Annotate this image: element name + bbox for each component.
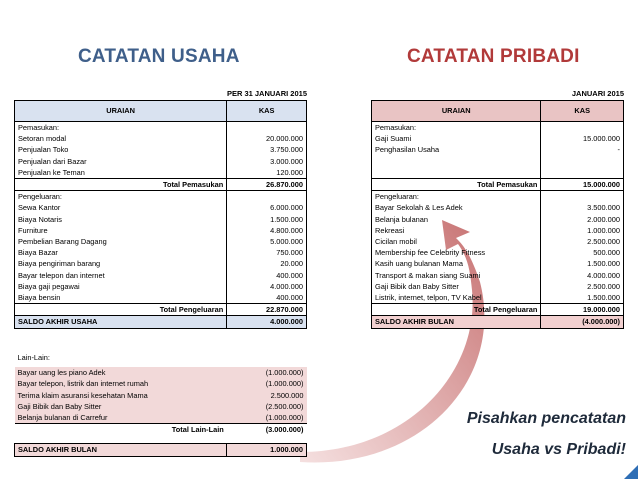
business-other-total-row: Total Lain-Lain (3.000.000) — [15, 424, 307, 436]
personal-income-heading: Pemasukan: — [372, 122, 541, 134]
table-row: Gaji Suami 15.000.000 — [372, 133, 624, 144]
personal-expense-heading: Pengeluaran: — [372, 191, 541, 203]
table-row: Belanja bulanan 2.000.000 — [372, 214, 624, 225]
business-income-total-row: Total Pemasukan 26.870.000 — [15, 179, 307, 191]
business-final-row: SALDO AKHIR BULAN 1.000.000 — [15, 444, 307, 456]
personal-table — [371, 100, 624, 329]
table-row: Kasih uang bulanan Mama 1.500.000 — [372, 258, 624, 269]
business-col-cash: KAS — [227, 101, 307, 122]
business-other-heading: Lain-Lain: — [17, 353, 50, 362]
table-row: Bayar Sekolah & Les Adek 3.500.000 — [372, 202, 624, 213]
tagline-line1: Pisahkan pencatatan — [466, 410, 626, 427]
personal-saldo-row: SALDO AKHIR BULAN (4.000.000) — [372, 316, 624, 328]
table-row: Gaji Bibik dan Baby Sitter (2.500.000) — [15, 401, 307, 412]
table-row: Transport & makan siang Suami 4.000.000 — [372, 270, 624, 281]
tagline-line2: Usaha vs Pribadi! — [491, 441, 626, 458]
business-title: CATATAN USAHA — [78, 46, 240, 67]
table-row: Penghasilan Usaha - — [372, 144, 624, 155]
table-row: Bayar uang les piano Adek (1.000.000) — [15, 367, 307, 378]
personal-col-cash: KAS — [541, 101, 624, 122]
table-row: Penjualan ke Teman 120.000 — [15, 167, 307, 179]
business-date: PER 31 JANUARI 2015 — [226, 89, 307, 98]
table-row: Cicilan mobil 2.500.000 — [372, 236, 624, 247]
table-row: Rekreasi 1.000.000 — [372, 225, 624, 236]
personal-col-item: URAIAN — [372, 101, 541, 122]
table-row: Bayar telepon, listrik dan internet rumah (1.000.000) — [15, 378, 307, 389]
business-other-table — [14, 352, 307, 457]
table-row: Membership fee Celebrity Fitness 500.000 — [372, 247, 624, 258]
business-saldo-row: SALDO AKHIR USAHA 4.000.000 — [15, 316, 307, 328]
personal-title: CATATAN PRIBADI — [407, 46, 580, 67]
business-expense-heading: Pengeluaran: — [15, 191, 227, 203]
table-row: Biaya bensin 400.000 — [15, 292, 307, 304]
table-row: Furniture 4.800.000 — [15, 225, 307, 236]
personal-income-total-row: Total Pemasukan 15.000.000 — [372, 179, 624, 191]
table-row: Biaya Bazar 750.000 — [15, 247, 307, 258]
table-row: Belanja bulanan di Carrefur (1.000.000) — [15, 412, 307, 424]
table-row: Biaya Notaris 1.500.000 — [15, 214, 307, 225]
business-income-heading: Pemasukan: — [15, 122, 227, 134]
table-row: Biaya gaji pegawai 4.000.000 — [15, 281, 307, 292]
business-table — [14, 100, 307, 329]
personal-date: JANUARI 2015 — [571, 89, 624, 98]
personal-expense-total-row: Total Pengeluaran 19.000.000 — [372, 304, 624, 316]
table-row: Penjualan Toko 3.750.000 — [15, 144, 307, 155]
table-row: Pembelian Barang Dagang 5.000.000 — [15, 236, 307, 247]
table-row: Terima klaim asuransi kesehatan Mama 2.500.000 — [15, 390, 307, 401]
corner-triangle-icon — [624, 465, 638, 479]
table-row: Sewa Kantor 6.000.000 — [15, 202, 307, 213]
business-expense-total-row: Total Pengeluaran 22.870.000 — [15, 304, 307, 316]
table-row: Setoran modal 20.000.000 — [15, 133, 307, 144]
business-col-item: URAIAN — [15, 101, 227, 122]
table-row: Penjualan dari Bazar 3.000.000 — [15, 156, 307, 167]
table-row: Biaya pengiriman barang 20.000 — [15, 258, 307, 269]
table-row: Bayar telepon dan internet 400.000 — [15, 270, 307, 281]
table-row: Gaji Bibik dan Baby Sitter 2.500.000 — [372, 281, 624, 292]
table-row: Listrik, internet, telpon, TV Kabel 1.500.000 — [372, 292, 624, 304]
